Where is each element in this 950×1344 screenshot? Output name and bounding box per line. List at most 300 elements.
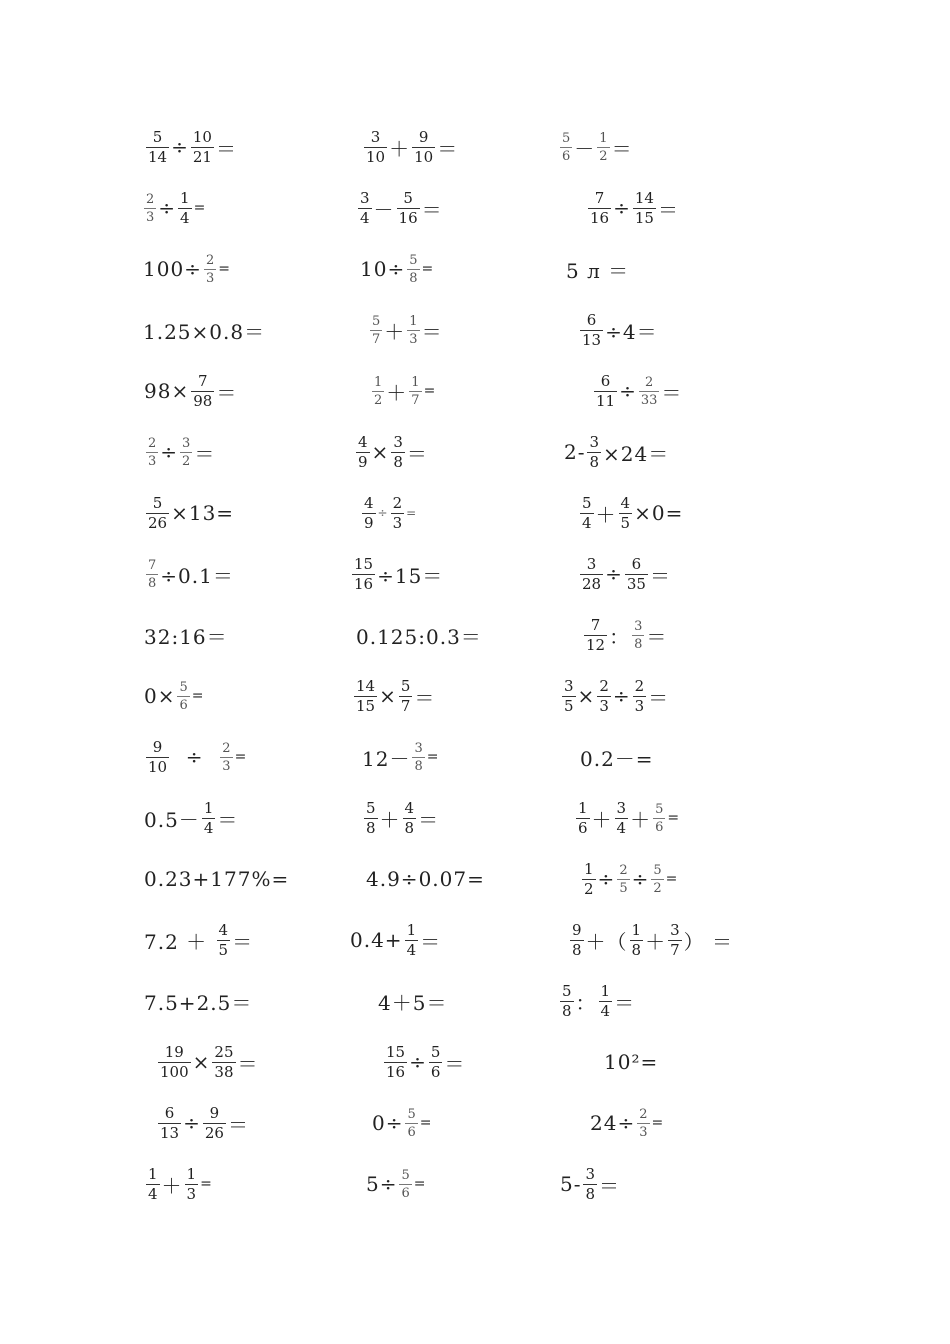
fraction-denominator: 10 (414, 147, 434, 166)
expression-text: ×13= (171, 501, 235, 525)
fraction-numerator: 5 (430, 1042, 441, 1061)
expression-text: = (234, 749, 248, 765)
fraction-denominator: 38 (214, 1062, 234, 1081)
fraction-numerator: 14 (356, 676, 376, 695)
fraction-numerator: 3 (360, 188, 370, 207)
expression-text: ＝ (420, 929, 442, 954)
fraction-numerator: 1 (180, 188, 190, 207)
fraction (407, 315, 419, 346)
fraction (582, 859, 596, 898)
fraction-numerator: 5 (655, 801, 664, 817)
expression-text: ＝ (646, 624, 668, 649)
fraction-denominator: 4 (406, 940, 417, 959)
expression-text: ＝ (215, 136, 237, 161)
fraction-numerator: 2 (205, 252, 215, 268)
expression-text: ÷ (619, 379, 637, 403)
fraction (212, 1042, 235, 1081)
fraction (580, 554, 603, 593)
expression-text: 4＋5＝ (378, 990, 448, 1015)
fraction (144, 193, 156, 224)
expression-text: 2- (564, 440, 586, 464)
expression-text: ＝ (657, 197, 679, 222)
fraction-denominator: 3 (639, 1124, 648, 1140)
problem (382, 1031, 465, 1093)
fraction-numerator: 1 (411, 374, 420, 390)
expression-text: 4.9÷0.07= (366, 867, 485, 891)
fraction-denominator: 9 (358, 452, 368, 471)
fraction-numerator: 2 (634, 676, 645, 695)
fraction-denominator: 16 (386, 1062, 406, 1081)
expression-text: = (651, 1115, 665, 1131)
fraction-denominator: 8 (366, 818, 376, 837)
fraction (639, 376, 660, 407)
fraction (372, 376, 384, 407)
fraction-numerator: 5 (403, 188, 413, 207)
fraction (397, 188, 420, 227)
problem (372, 1092, 433, 1154)
fraction (354, 676, 377, 715)
expression-text: = (406, 506, 418, 520)
expression-text: ） ＝ (683, 929, 733, 954)
expression-text: ÷ (171, 745, 219, 769)
fraction (560, 132, 572, 163)
expression-text: ＝ (614, 990, 636, 1015)
fraction (633, 188, 656, 227)
fraction-numerator: 5 (152, 493, 163, 512)
problem (143, 238, 231, 300)
fraction (405, 920, 419, 959)
problem-row (0, 299, 950, 361)
fraction (560, 981, 574, 1020)
expression-text: = (421, 261, 435, 277)
problem (360, 482, 417, 544)
expression-text: 0.23+177%= (144, 867, 290, 891)
fraction-denominator: 3 (599, 696, 609, 715)
fraction-numerator: 4 (218, 920, 229, 939)
problem (144, 665, 205, 727)
fraction-numerator: 6 (600, 371, 611, 390)
fraction-numerator: 2 (599, 676, 609, 695)
problem (366, 1153, 427, 1215)
fraction-numerator: 5 (179, 679, 188, 695)
fraction (570, 920, 584, 959)
fraction-denominator: 28 (582, 574, 602, 593)
fraction (203, 1103, 226, 1142)
fraction-denominator: 26 (148, 513, 168, 532)
fraction-numerator: 5 (582, 493, 592, 512)
problem (604, 1031, 658, 1093)
problem-row (0, 909, 950, 971)
fraction (412, 127, 435, 166)
fraction (594, 371, 617, 410)
expression-text: ÷ (612, 684, 631, 708)
fraction-numerator: 2 (148, 435, 157, 451)
problem (156, 1031, 259, 1093)
fraction-numerator: 3 (670, 920, 680, 939)
expression-text: ÷ (183, 1111, 201, 1135)
problem-row (0, 848, 950, 910)
fraction-numerator: 4 (364, 493, 374, 512)
fraction-numerator: 9 (152, 737, 163, 756)
problem (580, 726, 654, 788)
problem-row (0, 1031, 950, 1093)
fraction-denominator: 8 (409, 270, 418, 286)
problem (356, 177, 443, 239)
expression-text: ＋ (645, 929, 667, 954)
expression-text: ÷ (597, 867, 616, 891)
expression-text: = (191, 688, 205, 704)
fraction-denominator: 9 (364, 513, 374, 532)
expression-text: ＝ (437, 136, 459, 161)
problem (144, 787, 238, 849)
fraction-denominator: 7 (411, 392, 420, 408)
fraction (625, 554, 648, 593)
problem (144, 116, 237, 178)
problem (592, 360, 682, 422)
fraction-denominator: 8 (634, 636, 643, 652)
fraction-numerator: 1 (148, 1164, 158, 1183)
fraction-denominator: 3 (634, 696, 645, 715)
problem (144, 360, 237, 422)
expression-text: ÷ (605, 562, 623, 586)
problem (362, 787, 439, 849)
fraction-denominator: 8 (404, 818, 415, 837)
fraction-numerator: 2 (392, 493, 403, 512)
fraction-numerator: 3 (182, 435, 191, 451)
expression-text: ＋ (595, 502, 617, 527)
fraction (177, 681, 189, 712)
fraction (653, 803, 665, 834)
fraction (599, 981, 613, 1020)
expression-text: 0.4+ (350, 928, 403, 952)
problem-row (0, 1092, 950, 1154)
fraction (384, 1042, 407, 1081)
fraction (580, 310, 603, 349)
fraction-numerator: 5 (562, 130, 571, 146)
expression-text: = (419, 1115, 433, 1131)
fraction-denominator: 2 (584, 879, 594, 898)
problem-row (0, 787, 950, 849)
expression-text: ＝ (648, 685, 670, 710)
fraction-denominator: 16 (590, 208, 610, 227)
problem (558, 116, 633, 178)
fraction-denominator: 12 (586, 635, 606, 654)
fraction-denominator: 5 (620, 513, 631, 532)
fraction (146, 437, 158, 468)
fraction (352, 554, 375, 593)
fraction-denominator: 10 (148, 757, 168, 776)
fraction-denominator: 10 (366, 147, 386, 166)
expression-text: ＋ (389, 136, 411, 161)
fraction (391, 493, 405, 532)
fraction (204, 254, 216, 285)
problem-row (0, 604, 950, 666)
fraction-denominator: 8 (393, 452, 403, 471)
problem (560, 1153, 620, 1215)
fraction-numerator: 2 (639, 1106, 648, 1122)
expression-text: ÷4＝ (605, 319, 658, 344)
expression-text: ＝ (414, 685, 436, 710)
fraction (637, 1108, 649, 1139)
expression-text: ÷ (377, 506, 389, 520)
expression-text: ÷ (160, 440, 179, 464)
problem (564, 421, 669, 483)
expression-text: ＋ (384, 319, 406, 344)
fraction-denominator: 5 (564, 696, 574, 715)
expression-text: － (574, 136, 596, 161)
expression-text: ÷ (631, 867, 650, 891)
fraction (362, 493, 376, 532)
fraction-denominator: 6 (430, 1062, 441, 1081)
expression-text: = (665, 871, 679, 887)
expression-text: × (577, 684, 596, 708)
fraction (356, 432, 370, 471)
expression-text: ＝ (237, 1051, 259, 1076)
expression-text: 1.25×0.8＝ (143, 319, 266, 344)
fraction-numerator: 19 (164, 1042, 184, 1061)
fraction-denominator: 6 (578, 818, 588, 837)
problem-row (0, 726, 950, 788)
fraction-numerator: 3 (634, 618, 643, 634)
fraction-denominator: 2 (599, 148, 608, 164)
fraction-denominator: 3 (392, 513, 403, 532)
fraction-numerator: 5 (401, 1167, 410, 1183)
problem (568, 909, 733, 971)
problem-row (0, 116, 950, 178)
expression-text: ＝ (421, 319, 443, 344)
fraction-denominator: 3 (222, 758, 231, 774)
fraction-denominator: 7 (372, 331, 381, 347)
expression-text: 5 л ＝ (566, 258, 630, 283)
fraction-denominator: 3 (205, 270, 215, 286)
fraction-numerator: 5 (653, 862, 662, 878)
fraction-numerator: 5 (152, 127, 163, 146)
expression-text: ＝ (217, 807, 239, 832)
fraction (178, 188, 192, 227)
expression-text: 98× (144, 379, 190, 403)
fraction-denominator: 8 (585, 1184, 596, 1203)
expression-text: × (371, 440, 390, 464)
fraction-numerator: 2 (222, 740, 231, 756)
expression-text: ×24＝ (603, 441, 670, 466)
fraction-numerator: 9 (209, 1103, 220, 1122)
fraction (399, 1169, 411, 1200)
problem (144, 421, 215, 483)
fraction (668, 920, 682, 959)
problem (360, 238, 434, 300)
fraction-numerator: 6 (586, 310, 597, 329)
fraction-denominator: 5 (218, 940, 229, 959)
problem-row (0, 177, 950, 239)
fraction-denominator: 15 (356, 696, 376, 715)
expression-text: ＝ (216, 380, 238, 405)
fraction-numerator: 7 (594, 188, 605, 207)
fraction-denominator: 6 (562, 148, 571, 164)
expression-text: ＋ (386, 380, 408, 405)
problem (352, 665, 435, 727)
fraction (358, 188, 372, 227)
fraction (146, 559, 158, 590)
fraction-denominator: 3 (186, 1184, 197, 1203)
problem (350, 909, 441, 971)
fraction (405, 1108, 417, 1139)
fraction-denominator: 5 (619, 880, 628, 896)
fraction-numerator: 3 (589, 432, 600, 451)
expression-text: = (413, 1176, 427, 1192)
fraction-numerator: 5 (372, 313, 381, 329)
expression-text: 10²= (604, 1050, 659, 1074)
problem (578, 543, 671, 605)
fraction (202, 798, 216, 837)
fraction-numerator: 7 (197, 371, 208, 390)
fraction-numerator: 1 (203, 798, 214, 817)
fraction-numerator: 9 (572, 920, 582, 939)
fraction (632, 620, 644, 651)
fraction-denominator: 6 (179, 697, 188, 713)
problem (590, 1092, 664, 1154)
fraction-numerator: 7 (148, 557, 157, 573)
expression-text: ＝ (599, 1173, 621, 1198)
fraction-denominator: 4 (600, 1001, 611, 1020)
fraction (584, 615, 607, 654)
fraction-numerator: 1 (186, 1164, 197, 1183)
fraction-denominator: 13 (160, 1123, 180, 1142)
fraction (158, 1042, 191, 1081)
expression-text: ＋ (161, 1173, 183, 1198)
expression-text: 32:16＝ (144, 624, 228, 649)
expression-text: ÷ (158, 196, 177, 220)
fraction-denominator: 4 (203, 818, 214, 837)
fraction-denominator: 6 (407, 1124, 416, 1140)
problem (350, 543, 443, 605)
fraction-denominator: 26 (204, 1123, 224, 1142)
problem (580, 848, 678, 910)
fraction (562, 676, 576, 715)
problem (578, 299, 658, 361)
fraction-numerator: 2 (619, 862, 628, 878)
fraction (403, 798, 417, 837)
fraction-numerator: 1 (409, 313, 418, 329)
fraction (576, 798, 590, 837)
fraction (180, 437, 192, 468)
problem (144, 604, 228, 666)
fraction-denominator: 8 (589, 452, 600, 471)
problem (582, 604, 667, 666)
fraction (409, 376, 421, 407)
fraction-denominator: 7 (670, 940, 680, 959)
problem-row (0, 1153, 950, 1215)
expression-text: ＋（ (585, 929, 628, 954)
problem-row (0, 482, 950, 544)
expression-text: = (193, 200, 207, 216)
fraction-denominator: 11 (596, 391, 616, 410)
problem (354, 421, 428, 483)
fraction (146, 1164, 160, 1203)
fraction-numerator: 10 (192, 127, 212, 146)
problem-row (0, 238, 950, 300)
fraction-denominator: 13 (582, 330, 602, 349)
fraction (651, 864, 663, 895)
expression-text: = (426, 749, 440, 765)
fraction-denominator: 100 (160, 1062, 189, 1081)
problem-row (0, 360, 950, 422)
fraction-numerator: 5 (409, 252, 418, 268)
expression-text: ＝ (194, 441, 216, 466)
expression-text: ＝ (649, 563, 671, 588)
fraction (633, 676, 647, 715)
fraction (146, 737, 169, 776)
expression-text: ＝ (406, 441, 428, 466)
expression-text: 10÷ (360, 257, 406, 281)
problem (366, 848, 485, 910)
expression-text: ＋ (591, 807, 613, 832)
expression-text: ＝ (232, 929, 254, 954)
fraction (597, 676, 611, 715)
fraction-denominator: 7 (400, 696, 411, 715)
expression-text: × (379, 684, 397, 708)
fraction-numerator: 3 (616, 798, 627, 817)
fraction (191, 127, 214, 166)
fraction (588, 188, 611, 227)
fraction-denominator: 15 (634, 208, 654, 227)
expression-text: = (218, 261, 231, 277)
fraction-numerator: 5 (400, 676, 411, 695)
problem (586, 177, 679, 239)
fraction (617, 864, 629, 895)
expression-text: ＝ (227, 1112, 249, 1137)
problem (144, 1153, 213, 1215)
problem (574, 787, 680, 849)
expression-text: 7.5+2.5＝ (144, 990, 253, 1015)
fraction (146, 127, 169, 166)
fraction-numerator: 2 (644, 374, 654, 390)
fraction-denominator: 8 (631, 940, 642, 959)
expression-text: ÷ (409, 1050, 427, 1074)
problem (144, 909, 253, 971)
fraction-numerator: 5 (366, 798, 376, 817)
expression-text: ×0= (634, 501, 684, 525)
expression-text: ÷15＝ (377, 563, 444, 588)
fraction-numerator: 14 (634, 188, 654, 207)
problem (362, 116, 458, 178)
fraction-numerator: 4 (404, 798, 415, 817)
fraction-numerator: 1 (584, 859, 594, 878)
problem (368, 299, 443, 361)
problem (144, 848, 289, 910)
fraction (158, 1103, 181, 1142)
problem (144, 970, 252, 1032)
fraction-denominator: 6 (401, 1185, 410, 1201)
fraction-denominator: 4 (148, 1184, 158, 1203)
fraction-numerator: 15 (354, 554, 374, 573)
expression-text: ÷0.1＝ (160, 563, 234, 588)
expression-text: ÷ (613, 196, 631, 220)
expression-text: ＝ (444, 1051, 466, 1076)
fraction (185, 1164, 199, 1203)
fraction-denominator: 4 (180, 208, 190, 227)
fraction-denominator: 8 (414, 758, 423, 774)
problem (156, 1092, 249, 1154)
fraction-denominator: 14 (148, 147, 168, 166)
problem (558, 970, 635, 1032)
expression-text: × (192, 1050, 211, 1074)
fraction-numerator: 2 (146, 191, 155, 207)
fraction-denominator: 8 (572, 940, 582, 959)
fraction (220, 742, 232, 773)
fraction-numerator: 1 (578, 798, 588, 817)
fraction-numerator: 25 (214, 1042, 234, 1061)
fraction-denominator: 35 (626, 574, 646, 593)
